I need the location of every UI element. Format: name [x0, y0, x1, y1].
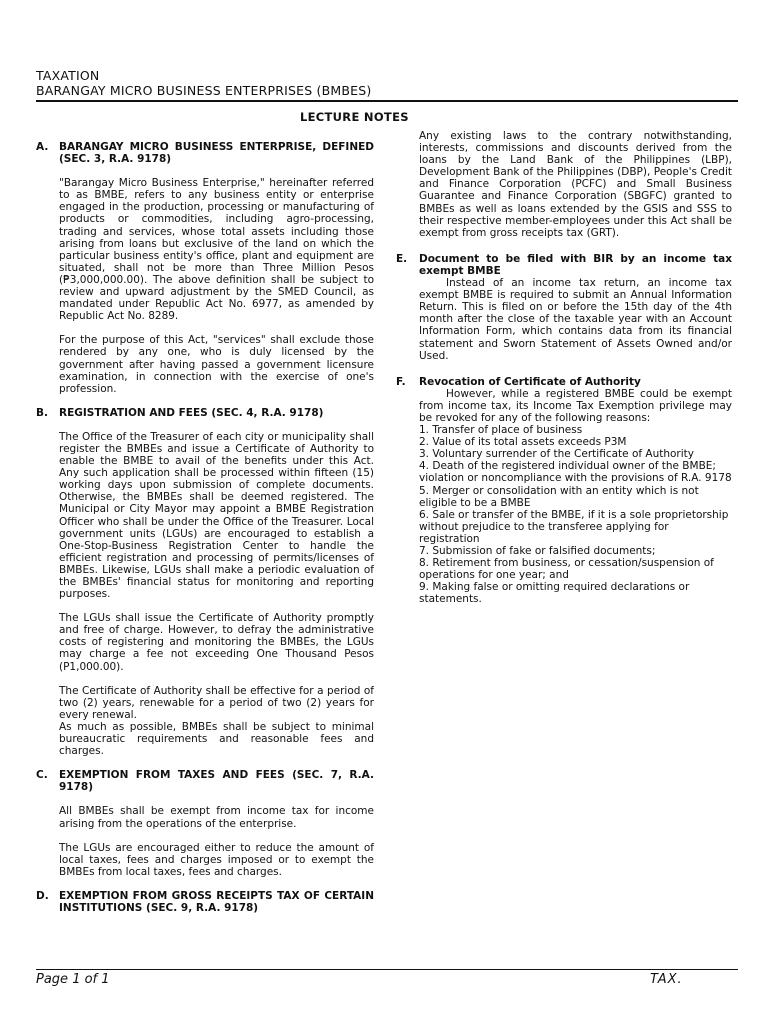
- section-letter: F.: [396, 375, 406, 388]
- page-title: LECTURE NOTES: [300, 110, 409, 124]
- list-item: 4. Death of the registered individual owner of the BMBE; violation or noncompliance with the provisions of R.A. 9178: [419, 460, 732, 485]
- section-e-paragraph-1: Instead of an income tax return, an income tax exempt BMBE is required to submit an Annual Information Return. This is filed on or before the 15th day of the 4th month after the close of the taxable year with an Account Information Form, which contains data from its financial statement and Sworn Statement of Assets Owned and/or Used.: [419, 277, 732, 362]
- footer-label: TAX.: [650, 972, 683, 987]
- section-letter: E.: [396, 252, 408, 265]
- section-letter: A.: [36, 141, 49, 153]
- section-letter: B.: [36, 406, 48, 419]
- section-b-paragraph-2: The LGUs shall issue the Certificate of Authority promptly and free of charge. However, to defray the administrative costs of registering and monitoring the BMBEs, the LGUs may charge a fee not exceeding One Thousand Pesos (P1,000.00).: [59, 612, 374, 673]
- section-c-paragraph-1: All BMBEs shall be exempt from income tax for income arising from the operations of the enterprise.: [59, 805, 374, 830]
- section-heading: Document to be filed with BIR by an income tax exempt BMBE: [419, 252, 732, 277]
- section-e-heading: [396, 253, 732, 277]
- list-item: 2. Value of its total assets exceeds P3M: [419, 436, 627, 449]
- header-rule: [36, 100, 738, 102]
- section-f-paragraph-1: However, while a registered BMBE could be exempt from income tax, its Income Tax Exemption privilege may be revoked for any of the following reasons:: [419, 387, 732, 424]
- revocation-reasons-list: [419, 424, 732, 605]
- section-b-paragraph-4: As much as possible, BMBEs shall be subject to minimal bureaucratic requirements and reasonable fees and charges.: [59, 720, 374, 758]
- list-item: 8. Retirement from business, or cessation/suspension of operations for one year; and: [419, 557, 714, 582]
- section-c-heading: [36, 769, 374, 793]
- document-header: [36, 68, 371, 98]
- section-heading: Revocation of Certificate of Authority: [419, 375, 641, 388]
- section-letter: D.: [36, 889, 49, 902]
- list-item: 6. Sale or transfer of the BMBE, if it is a sole proprietorship without prejudice to the transferee applying for registration: [419, 508, 729, 545]
- section-f-heading: [396, 376, 732, 388]
- list-item: 9. Making false or omitting required declarations or statements.: [419, 581, 690, 606]
- section-b-heading: [36, 407, 374, 419]
- section-heading: EXEMPTION FROM TAXES AND FEES (SEC. 7, R.A. 9178): [59, 769, 374, 794]
- header-subject: TAXATION: [36, 68, 100, 83]
- list-item: 5. Merger or consolidation with an entity which is not eligible to be a BMBE: [419, 484, 699, 509]
- list-item: 7. Submission of fake or falsified documents;: [419, 545, 656, 557]
- left-column: [36, 141, 374, 914]
- section-heading: BARANGAY MICRO BUSINESS ENTERPRISE, DEFINED (SEC. 3, R.A. 9178): [59, 141, 374, 166]
- section-b-paragraph-3: The Certificate of Authority shall be effective for a period of two (2) years, renewable for a period of two (2) years for every renewal.: [59, 684, 374, 721]
- section-d-heading: [36, 890, 374, 914]
- list-item: 1. Transfer of place of business: [419, 424, 583, 437]
- section-letter: C.: [36, 769, 48, 782]
- section-d-paragraph-1: Any existing laws to the contrary notwithstanding, interests, commissions and discounts derived from the loans by the Land Bank of the Philippines (LBP), Development Bank of the Philippines (DBP), People's Credit and Finance Corporation (PCFC) and Small Business Guarantee and Finance Corporation (SBGFC) granted to BMBEs as well as loans extended by the GSIS and SSS to their respective member-employees under this Act shall be exempt from gross receipts tax (GRT).: [419, 130, 732, 239]
- section-a-paragraph-1: "Barangay Micro Business Enterprise," hereinafter referred to as BMBE, refers to any business entity or enterprise engaged in the production, processing or manufacturing of products or commodities, including agro-processing, trading and services, whose total assets including those arising from loans but exclusive of the land on which the particular business entity's office, plant and equipment are situated, shall not be more than Three Million Pesos (₱3,000,000.00). The above definition shall be subject to review and upward adjustment by the SMED Council, as mandated under Republic Act No. 6977, as amended by Republic Act No. 8289.: [59, 177, 374, 323]
- section-a-heading: [36, 141, 374, 165]
- section-heading: REGISTRATION AND FEES (SEC. 4, R.A. 9178): [59, 406, 324, 419]
- section-b-paragraph-1: The Office of the Treasurer of each city or municipality shall register the BMBEs and issue a Certificate of Authority to enable the BMBE to avail of the benefits under this Act. Any such application shall be processed within fifteen (15) working days upon submission of complete documents. Otherwise, the BMBEs shall be deemed registered. The Municipal or City Mayor may appoint a BMBE Registration Officer who shall be under the Office of the Treasurer. Local government units (LGUs) are encouraged to establish a One-Stop-Business Registration Center to handle the efficient registration and processing of permits/licenses of BMBEs. Likewise, LGUs shall make a periodic evaluation of the BMBEs' financial status for monitoring and reporting purposes.: [59, 430, 374, 601]
- header-topic: BARANGAY MICRO BUSINESS ENTERPRISES (BMBES): [36, 83, 372, 98]
- section-a-paragraph-2: For the purpose of this Act, "services" shall exclude those rendered by any one, who is duly licensed by the government after having passed a government licensure examination, in connection with the exercise of one's profession.: [59, 334, 374, 395]
- section-c-paragraph-2: The LGUs are encouraged either to reduce the amount of local taxes, fees and charges imposed or to exempt the BMBEs from local taxes, fees and charges.: [59, 841, 374, 878]
- page-number: Page 1 of 1: [36, 972, 110, 987]
- right-column: [396, 130, 732, 605]
- section-heading: EXEMPTION FROM GROSS RECEIPTS TAX OF CERTAIN INSTITUTIONS (SEC. 9, R.A. 9178): [59, 889, 374, 914]
- footer-rule: [36, 969, 738, 970]
- list-item: 3. Voluntary surrender of the Certificate of Authority: [419, 448, 694, 461]
